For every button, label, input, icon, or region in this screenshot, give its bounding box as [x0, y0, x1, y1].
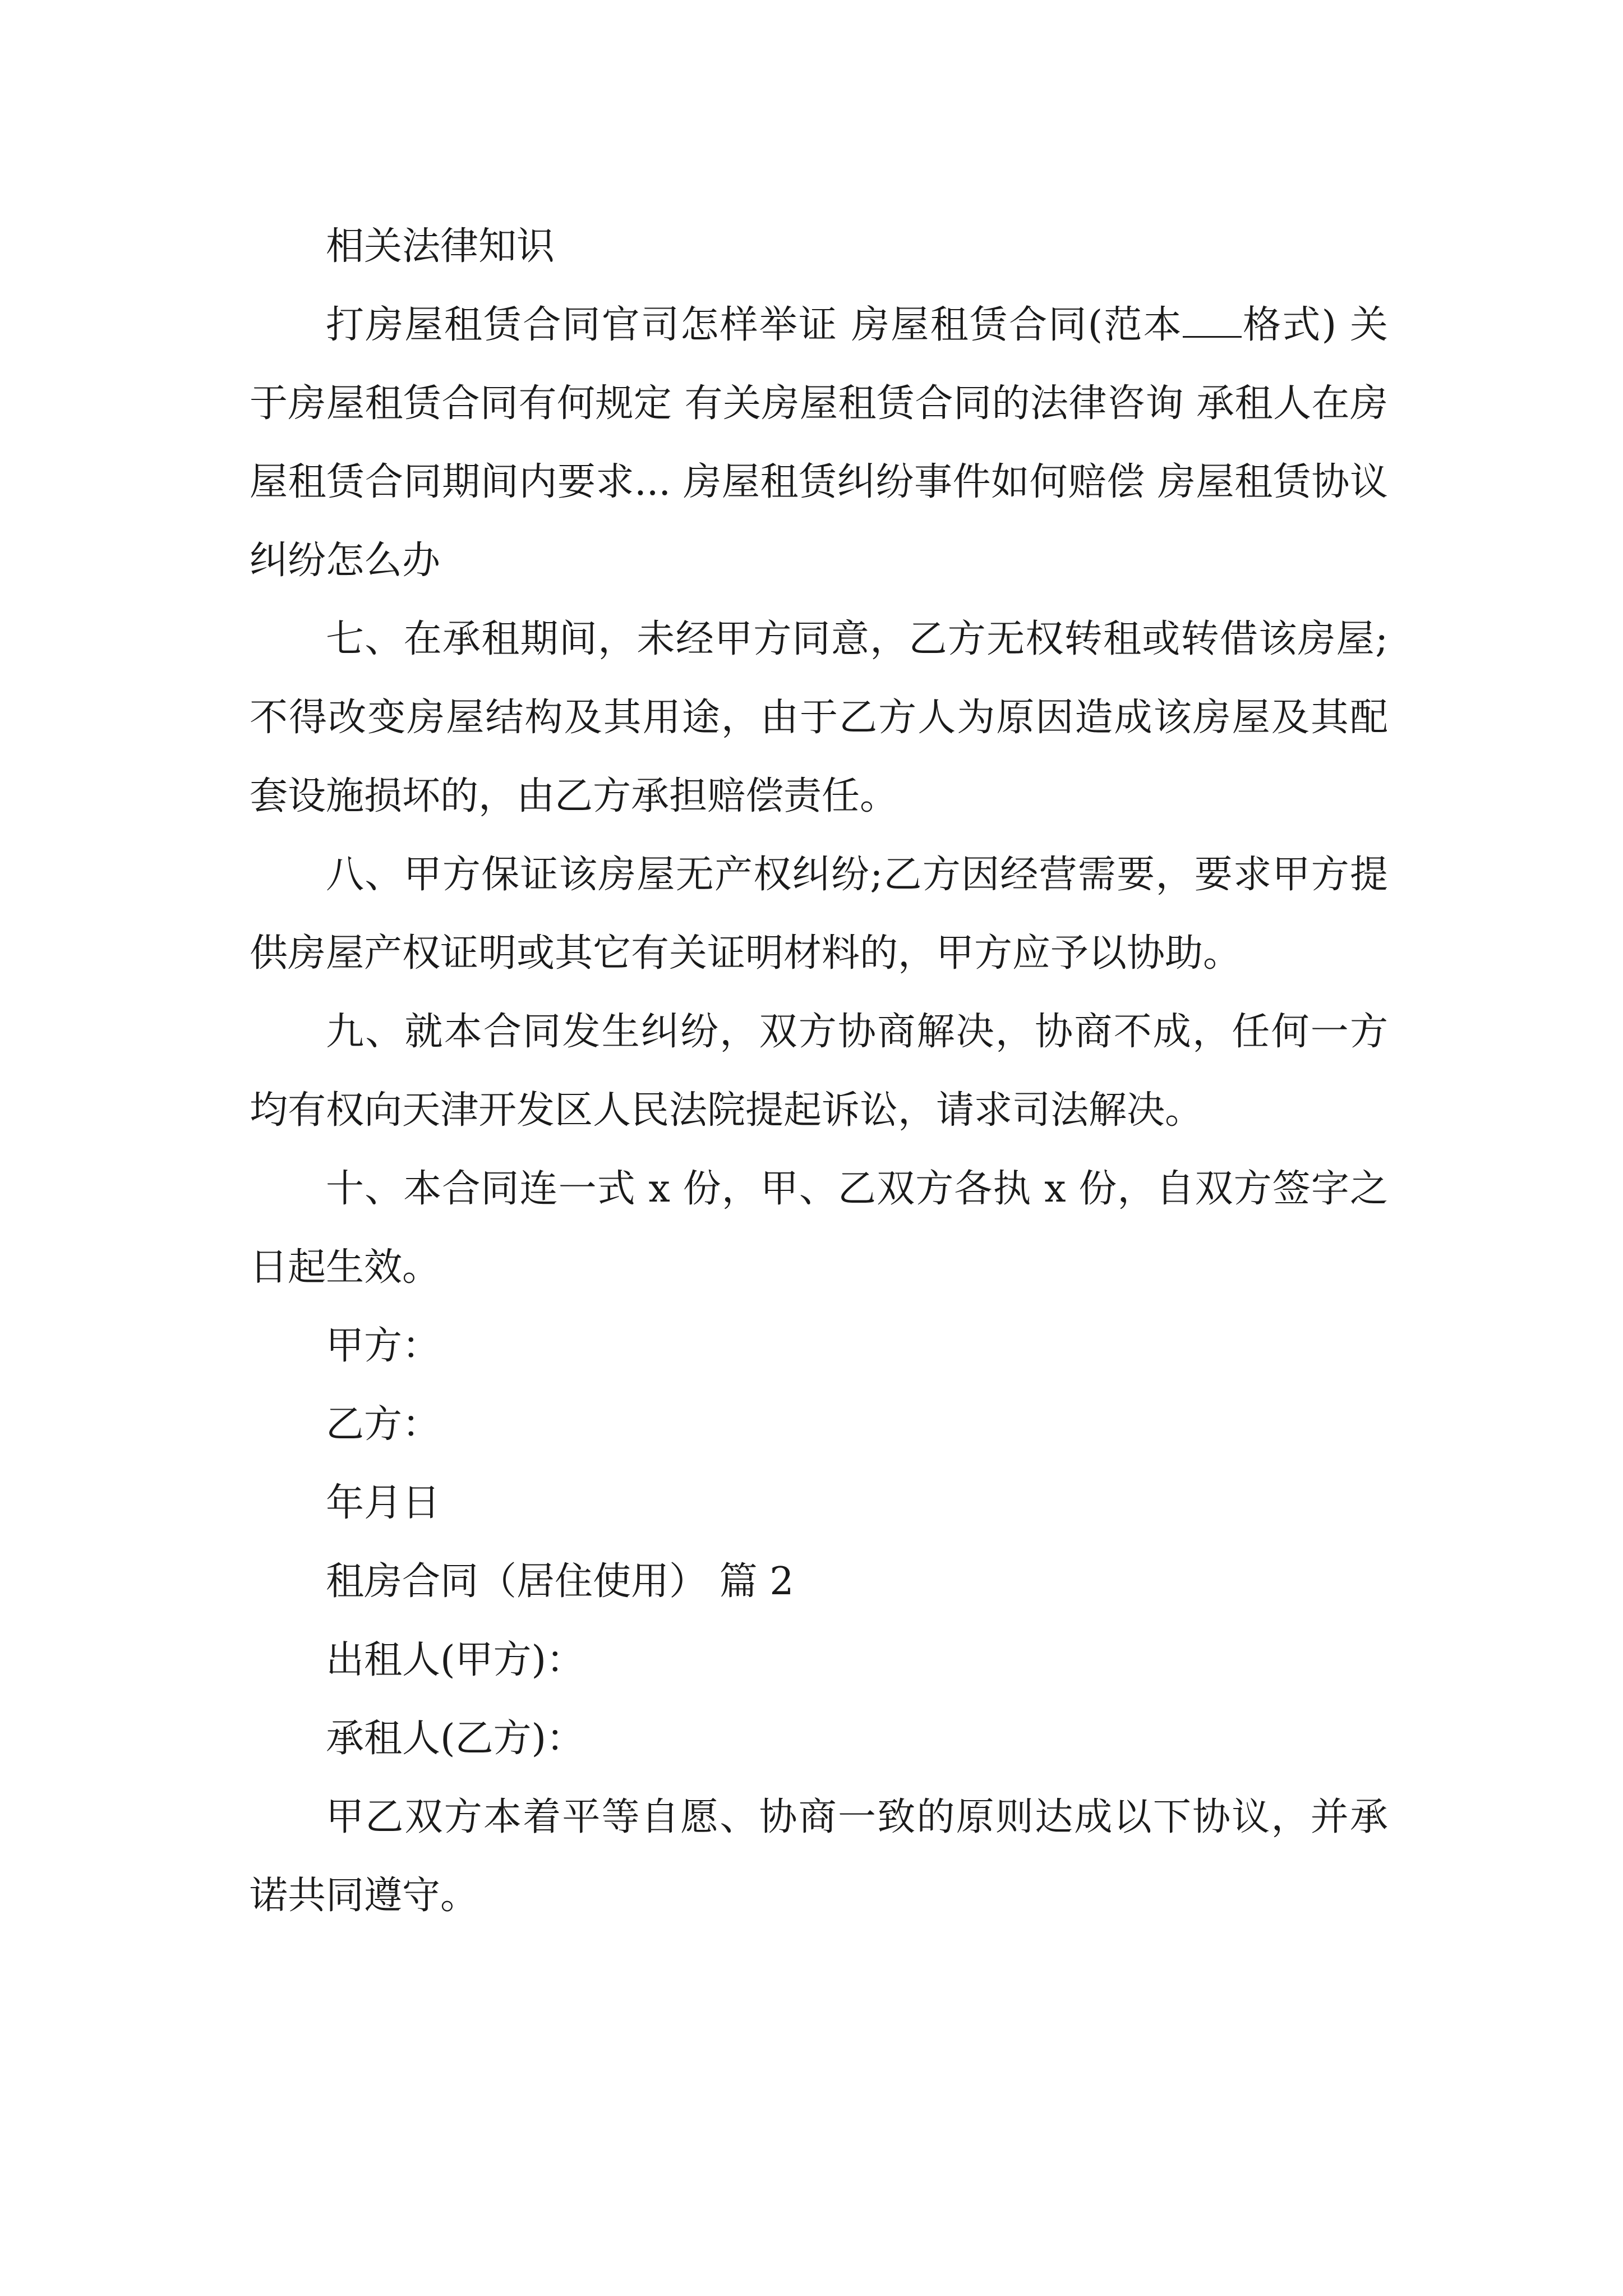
related-links-paragraph: [250, 286, 1388, 600]
section2-title: 租房合同（居住使用） 篇 2: [326, 1559, 794, 1604]
signature-date: 年月日: [326, 1481, 441, 1525]
clause-9: 九、就本合同发生纠纷，双方协商解决，协商不成，任何一方均有权向天津开发区人民法院提起诉讼，请求司法解决。: [250, 1010, 1388, 1133]
lessor-line: 出租人(甲方)：: [326, 1638, 585, 1682]
related-links-intro: 打房屋租赁合同官司怎样举证 房屋租赁合同(范本: [326, 303, 1183, 347]
clause-10: 十、本合同连一式 x 份，甲、乙双方各执 x 份，自双方签字之日起生效。: [250, 1167, 1388, 1290]
document-body: [250, 208, 1388, 1935]
party-b-signature: 乙方：: [326, 1402, 441, 1447]
blank-underline: [1183, 297, 1242, 338]
clause-7: 七、在承租期间，未经甲方同意，乙方无权转租或转借该房屋;不得改变房屋结构及其用途，由于乙方人为原因造成该房屋及其配套设施损坏的，由乙方承担赔偿责任。: [250, 617, 1388, 818]
related-links-tail: 格式) 关于房屋租赁合同有何规定 有关房屋租赁合同的法律咨询 承租人在房屋租赁合同期间内要求... 房屋租赁纠纷事件如何赔偿 房屋租赁协议纠纷怎么办: [250, 303, 1388, 583]
section-heading: 相关法律知识: [326, 224, 555, 269]
lessee-line: 承租人(乙方)：: [326, 1717, 585, 1761]
agreement-paragraph: 甲乙双方本着平等自愿、协商一致的原则达成以下协议，并承诺共同遵守。: [250, 1795, 1388, 1918]
party-a-signature: 甲方：: [326, 1324, 441, 1368]
clause-8: 八、甲方保证该房屋无产权纠纷;乙方因经营需要，要求甲方提供房屋产权证明或其它有关证明材料的，甲方应予以协助。: [250, 853, 1388, 976]
